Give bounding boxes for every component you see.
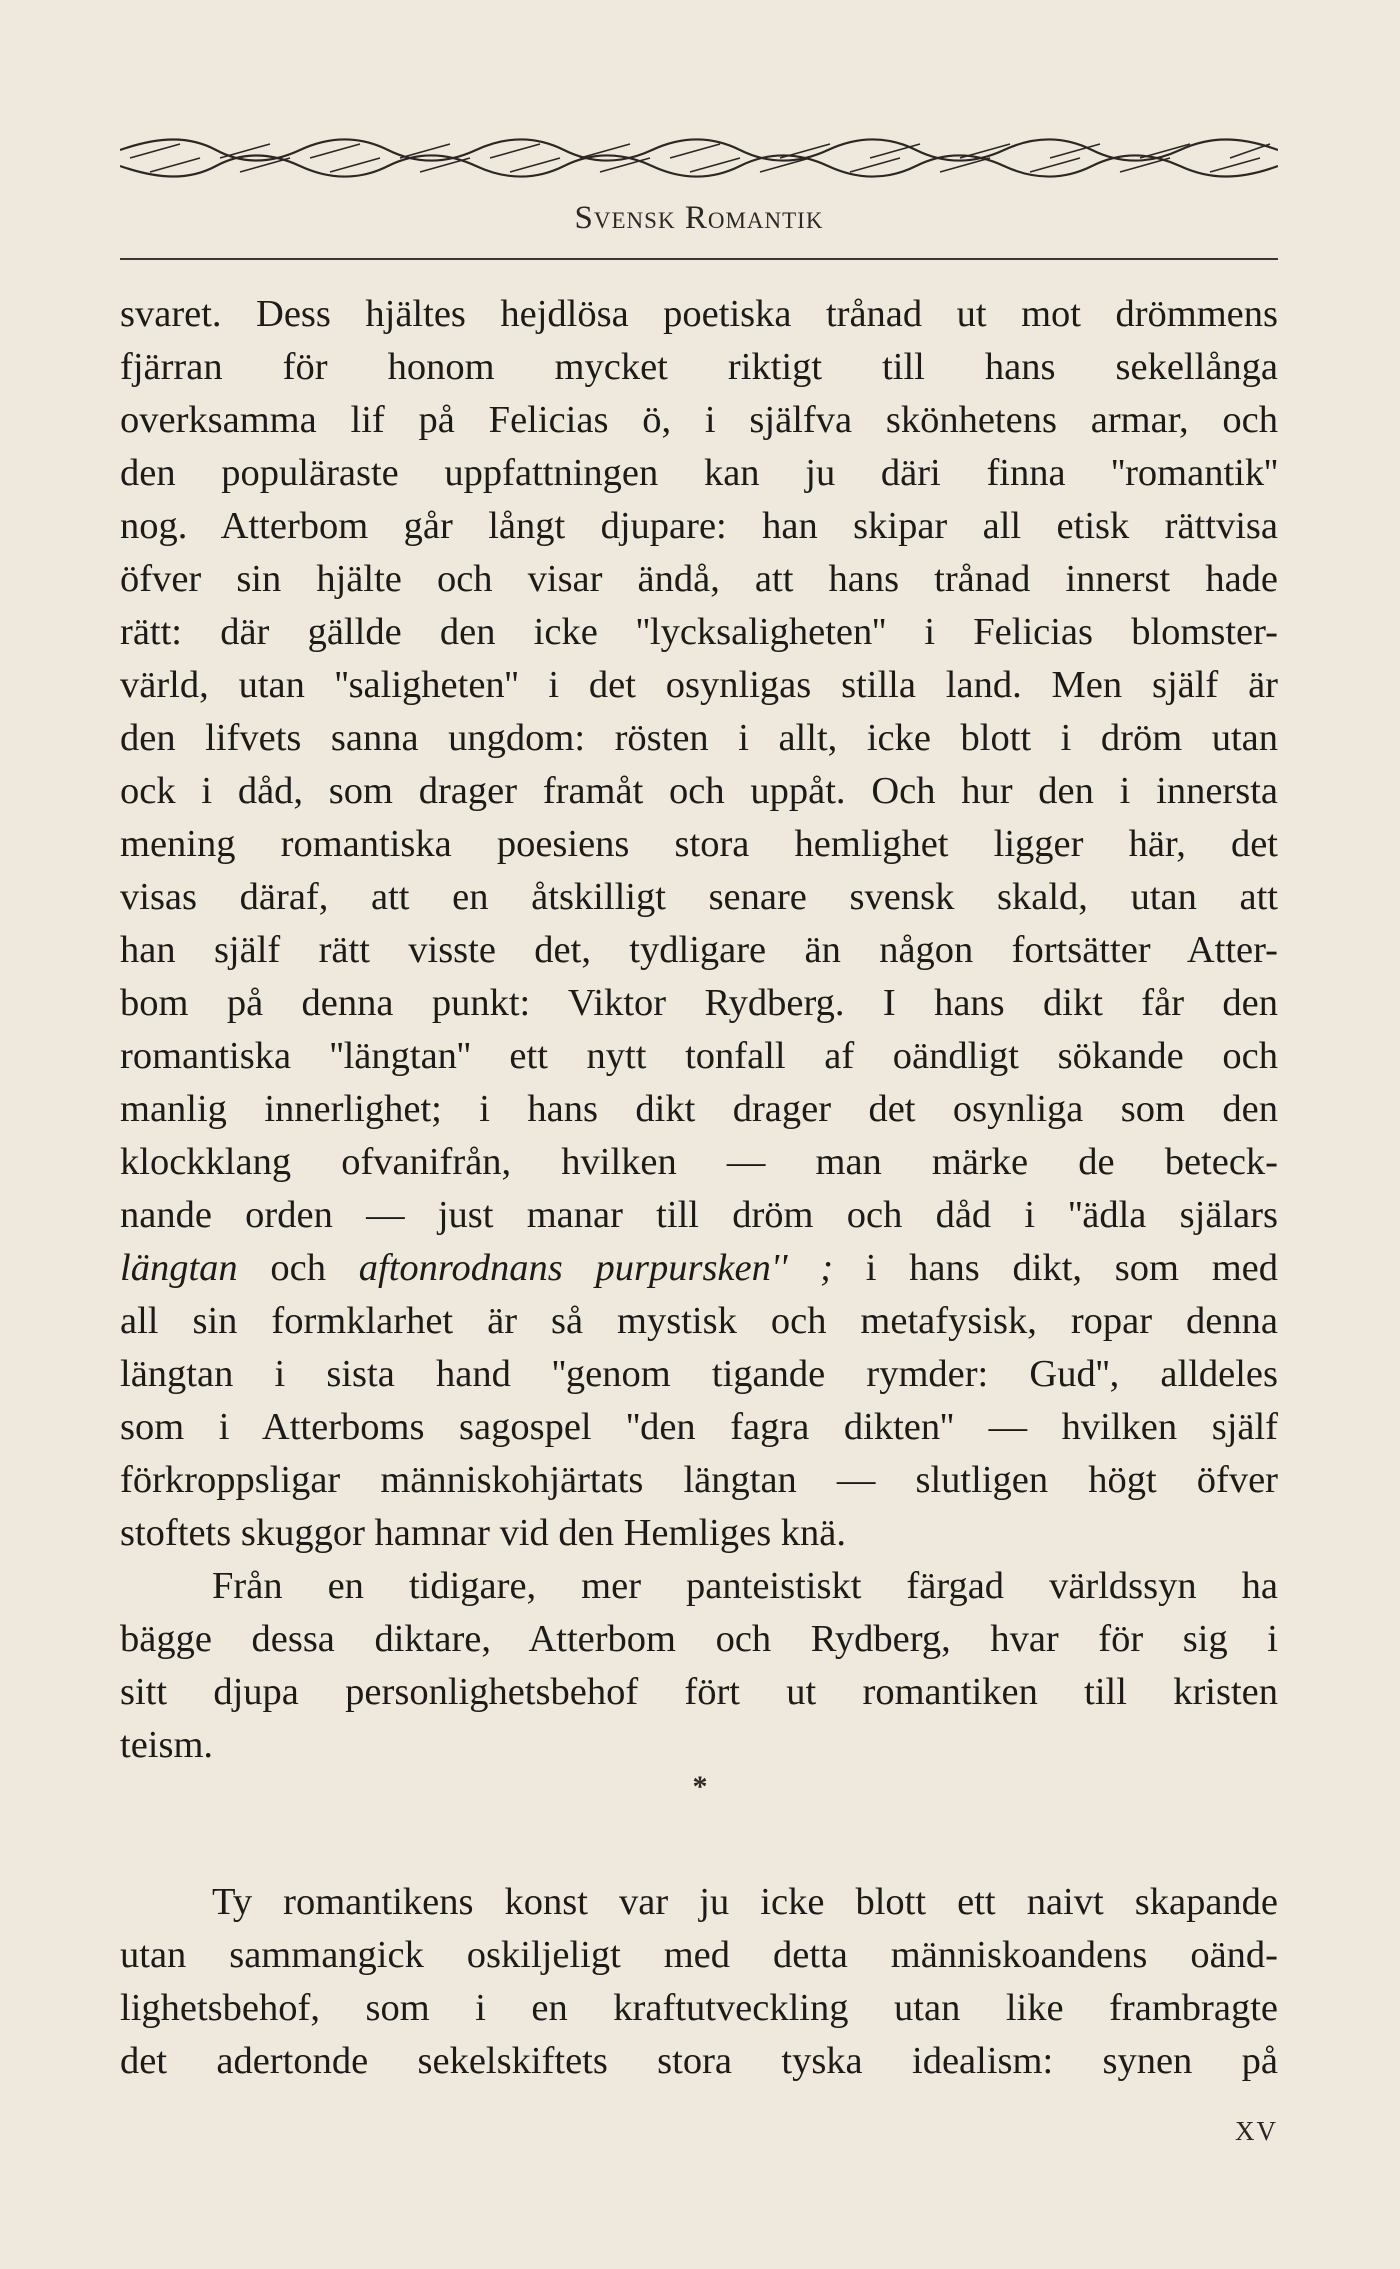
header-rule xyxy=(120,258,1278,260)
text-line: rätt: där gällde den icke ''lycksaligheten'' i Felicias blomster- xyxy=(120,611,1278,653)
text-line: öfver sin hjälte och visar ändå, att hans trånad innerst hade xyxy=(120,558,1278,600)
text-line: utan sammangick oskiljeligt med detta människoandens oänd- xyxy=(120,1934,1278,1976)
text-line: teism. xyxy=(120,1724,214,1766)
paragraph-3 xyxy=(120,1876,1278,2088)
text-line: fjärran för honom mycket riktigt till hans sekellånga xyxy=(120,346,1278,388)
text-line: bägge dessa diktare, Atterbom och Rydberg, hvar för sig i xyxy=(120,1618,1278,1660)
connector-text: och xyxy=(237,1247,359,1289)
text-line: lighetsbehof, som i en kraftutveckling utan like frambragte xyxy=(120,1987,1278,2029)
text-line: värld, utan ''saligheten'' i det osynligas stilla land. Men själf är xyxy=(120,664,1278,706)
page-number: XV xyxy=(1235,2116,1278,2146)
text-line: mening romantiska poesiens stora hemlighet ligger här, det xyxy=(120,823,1278,865)
text-line: ock i dåd, som drager framåt och uppåt. Och hur den i innersta xyxy=(120,770,1278,812)
text-line: overksamma lif på Felicias ö, i själfva skönhetens armar, och xyxy=(120,399,1278,441)
text-line: sitt djupa personlighetsbehof fört ut romantiken till kristen xyxy=(120,1671,1278,1713)
text-line: stoftets skuggor hamnar vid den Hemliges knä. xyxy=(120,1512,847,1554)
text-line: all sin formklarhet är så mystisk och metafysisk, ropar denna xyxy=(120,1300,1278,1342)
text-line: det adertonde sekelskiftets stora tyska idealism: synen på xyxy=(120,2040,1278,2082)
text-line: förkroppsligar människohjärtats längtan — slutligen högt öfver xyxy=(120,1459,1278,1501)
running-head-title: Svensk Romantik xyxy=(574,200,824,236)
text-line: den lifvets sanna ungdom: rösten i allt, icke blott i dröm utan xyxy=(120,717,1278,759)
text-line-italic-mixed xyxy=(120,1242,1278,1295)
decorative-border-ornament xyxy=(120,132,1278,184)
text-line: som i Atterboms sagospel ''den fagra dikten'' — hvilken själf xyxy=(120,1406,1278,1448)
body-text-column xyxy=(120,288,1278,1772)
section-break-asterisk: * xyxy=(692,1770,708,1803)
text-line: manlig innerlighet; i hans dikt drager det osynliga som den xyxy=(120,1088,1278,1130)
italic-phrase: längtan xyxy=(120,1247,238,1289)
text-line: bom på denna punkt: Viktor Rydberg. I hans dikt får den xyxy=(120,982,1278,1024)
text-line: nande orden — just manar till dröm och dåd i ''ädla själars xyxy=(120,1194,1278,1236)
paragraph-1 xyxy=(120,288,1278,1560)
text-line: längtan i sista hand ''genom tigande rymder: Gud'', alldeles xyxy=(120,1353,1278,1395)
line-remainder: i hans dikt, som med xyxy=(832,1247,1279,1289)
text-line: visas däraf, att en åtskilligt senare svensk skald, utan att xyxy=(120,876,1278,918)
text-line: han själf rätt visste det, tydligare än någon fortsätter Atter- xyxy=(120,929,1278,971)
text-line: klockklang ofvanifrån, hvilken — man märke de beteck- xyxy=(120,1141,1278,1183)
text-line: nog. Atterbom går långt djupare: han skipar all etisk rättvisa xyxy=(120,505,1278,547)
text-line: romantiska ''längtan'' ett nytt tonfall af oändligt sökande och xyxy=(120,1035,1278,1077)
italic-phrase: aftonrodnans purpursken'' ; xyxy=(358,1247,833,1289)
text-line: Från en tidigare, mer panteistiskt färgad världssyn ha xyxy=(212,1565,1278,1607)
text-line: den populäraste uppfattningen kan ju däri finna ''romantik'' xyxy=(120,452,1278,494)
text-line: svaret. Dess hjältes hejdlösa poetiska trånad ut mot drömmens xyxy=(120,293,1278,335)
text-line: Ty romantikens konst var ju icke blott ett naivt skapande xyxy=(212,1881,1278,1923)
paragraph-2 xyxy=(120,1560,1278,1772)
